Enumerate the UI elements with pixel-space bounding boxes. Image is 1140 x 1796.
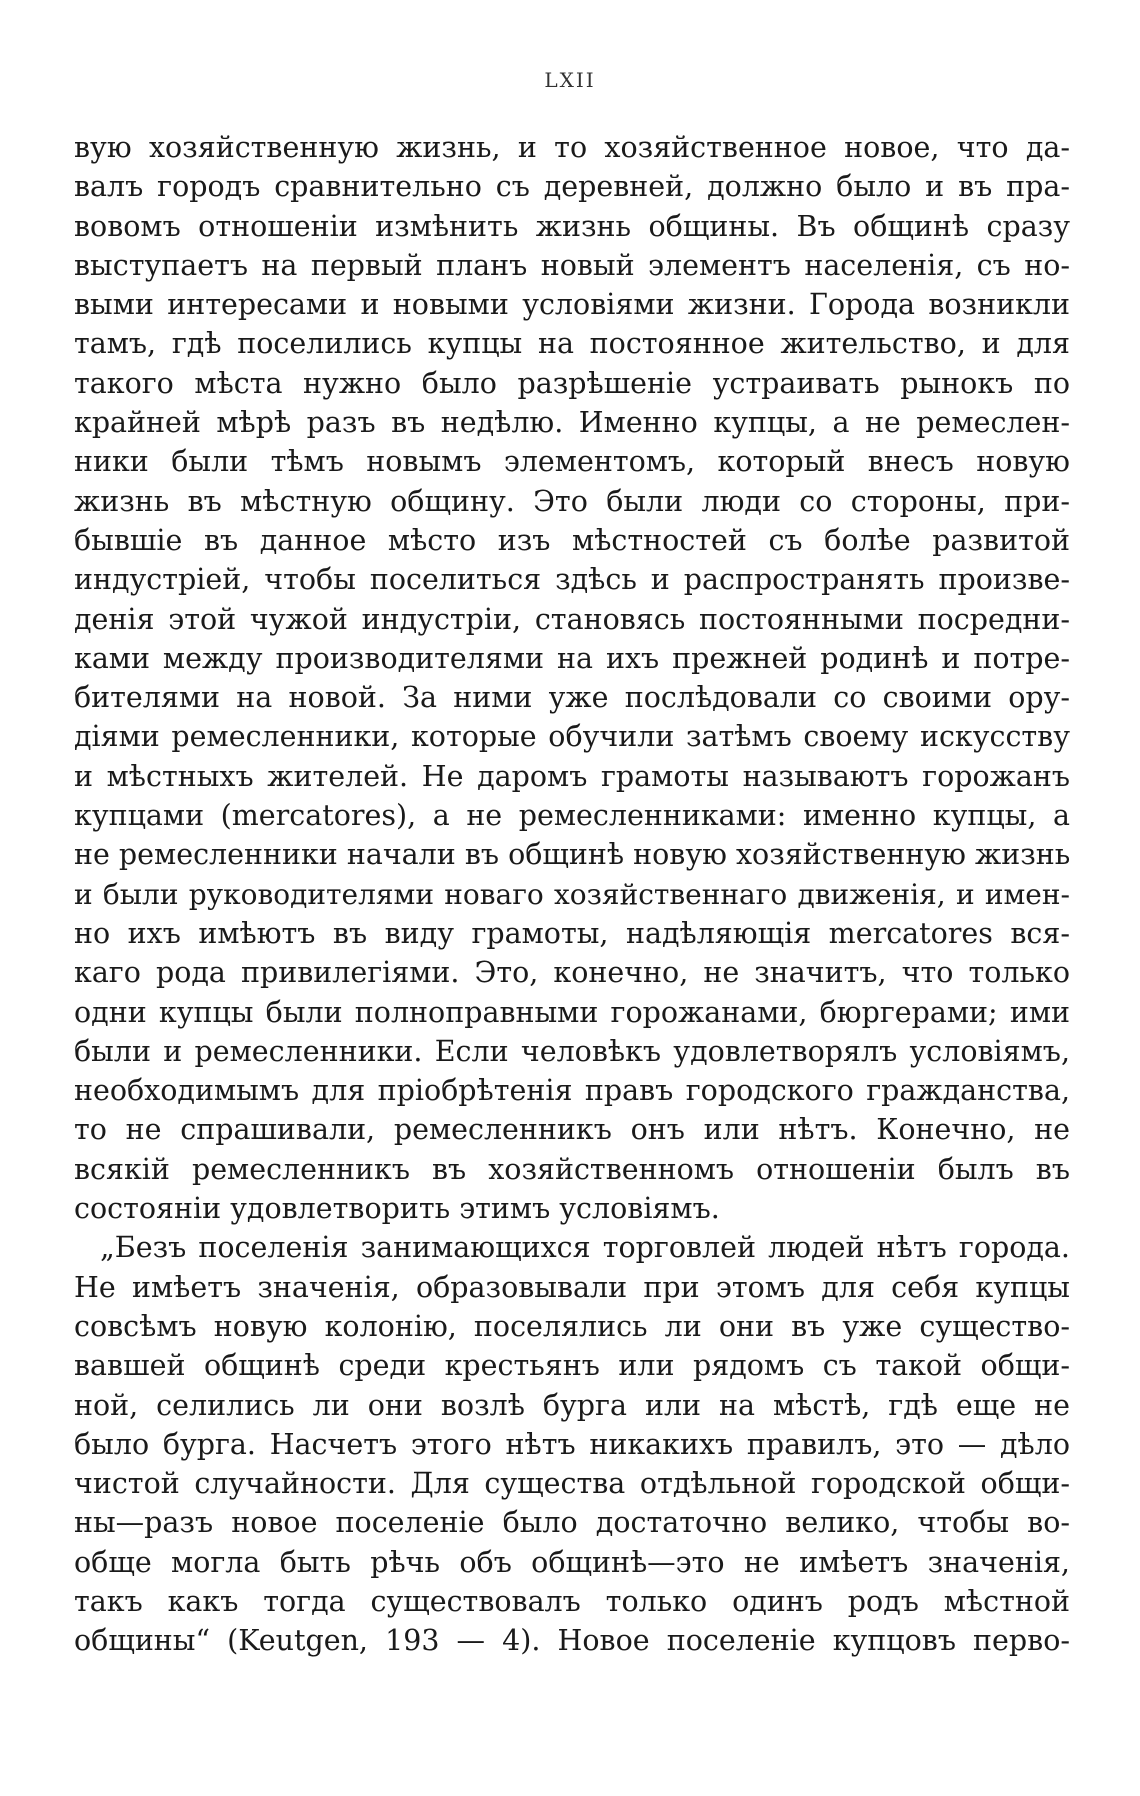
text-line: ками между производителями на ихъ прежней родинѣ и потре-	[74, 641, 1070, 675]
text-line: вавшей общинѣ среди крестьянъ или рядомъ съ такой общи-	[74, 1349, 1070, 1383]
text-line: жизнь въ мѣстную общину. Это были люди со стороны, при-	[74, 484, 1070, 518]
text-line: обще могла быть рѣчь объ общинѣ—это не имѣетъ значенія,	[74, 1545, 1070, 1579]
text-line: необходимымъ для пріобрѣтенія правъ городского гражданства,	[74, 1074, 1070, 1108]
text-line: не ремесленники начали въ общинѣ новую хозяйственную жизнь	[74, 838, 1070, 872]
text-line: всякій ремесленникъ въ хозяйственномъ отношеніи былъ въ	[74, 1152, 1070, 1186]
text-line: бителями на новой. За ними уже послѣдовали со своими ору-	[74, 681, 1070, 715]
paragraph	[74, 128, 1070, 1228]
text-line: такого мѣста нужно было разрѣшеніе устраивать рынокъ по	[74, 366, 1070, 400]
text-line: вую хозяйственную жизнь, и то хозяйственное новое, что да-	[74, 131, 1070, 164]
text-line: валъ городъ сравнительно съ деревней, должно было и въ пра-	[74, 170, 1070, 204]
text-line: то не спрашивали, ремесленникъ онъ или нѣтъ. Конечно, не	[74, 1113, 1070, 1147]
text-line: вовомъ отношеніи измѣнить жизнь общины. Въ общинѣ сразу	[74, 209, 1070, 243]
text-line: каго рода привилегіями. Это, конечно, не значитъ, что только	[74, 956, 1070, 990]
page-number: LXII	[544, 68, 596, 92]
text-line: были и ремесленники. Если человѣкъ удовлетворялъ условіямъ,	[74, 1034, 1070, 1068]
text-line: діями ремесленники, которые обучили затѣмъ своему искусству	[74, 720, 1070, 754]
text-line: „Безъ поселенія занимающихся торговлей людей нѣтъ города.	[100, 1231, 1070, 1265]
body-text	[74, 128, 1070, 1661]
text-line: совсѣмъ новую колонію, поселялись ли они въ уже существо-	[74, 1309, 1070, 1343]
text-line: бывшіе въ данное мѣсто изъ мѣстностей съ болѣе развитой	[74, 523, 1070, 557]
text-line: и были руководителями новаго хозяйственнаго движенія, и имен-	[74, 877, 1070, 911]
text-line: было бурга. Насчетъ этого нѣтъ никакихъ правилъ, это — дѣло	[74, 1427, 1070, 1461]
text-line: денія этой чужой индустріи, становясь постоянными посредни-	[74, 602, 1070, 636]
text-line: ники были тѣмъ новымъ элементомъ, который внесъ новую	[74, 445, 1070, 479]
text-line: но ихъ имѣютъ въ виду грамоты, надѣляющія mercatores вся-	[74, 916, 1070, 950]
text-line: купцами (mercatores), а не ремесленниками: именно купцы, а	[74, 799, 1070, 833]
text-line: выми интересами и новыми условіями жизни. Города возникли	[74, 288, 1070, 322]
text-line: состояніи удовлетворить этимъ условіямъ.	[74, 1192, 720, 1226]
text-line: выступаетъ на первый планъ новый элементъ населенія, съ но-	[74, 248, 1070, 282]
text-line: крайней мѣрѣ разъ въ недѣлю. Именно купцы, а не ремеслен-	[74, 406, 1070, 440]
text-line: общины“ (Keutgen, 193 — 4). Новое поселеніе купцовъ перво-	[74, 1624, 1070, 1658]
text-line: индустріей, чтобы поселиться здѣсь и распространять произве-	[74, 563, 1070, 597]
paragraph	[74, 1228, 1070, 1660]
text-line: ной, селились ли они возлѣ бурга или на мѣстѣ, гдѣ еще не	[74, 1388, 1070, 1422]
text-line: одни купцы были полноправными горожанами, бюргерами; ими	[74, 995, 1070, 1029]
text-line: такъ какъ тогда существовалъ только одинъ родъ мѣстной	[74, 1584, 1070, 1618]
text-line: чистой случайности. Для существа отдѣльной городской общи-	[74, 1467, 1070, 1501]
text-line: Не имѣетъ значенія, образовывали при этомъ для себя купцы	[74, 1270, 1070, 1304]
text-line: и мѣстныхъ жителей. Не даромъ грамоты называютъ горожанъ	[74, 759, 1070, 793]
text-line: ны—разъ новое поселеніе было достаточно велико, чтобы во-	[74, 1506, 1070, 1540]
text-line: тамъ, гдѣ поселились купцы на постоянное жительство, и для	[74, 327, 1070, 361]
